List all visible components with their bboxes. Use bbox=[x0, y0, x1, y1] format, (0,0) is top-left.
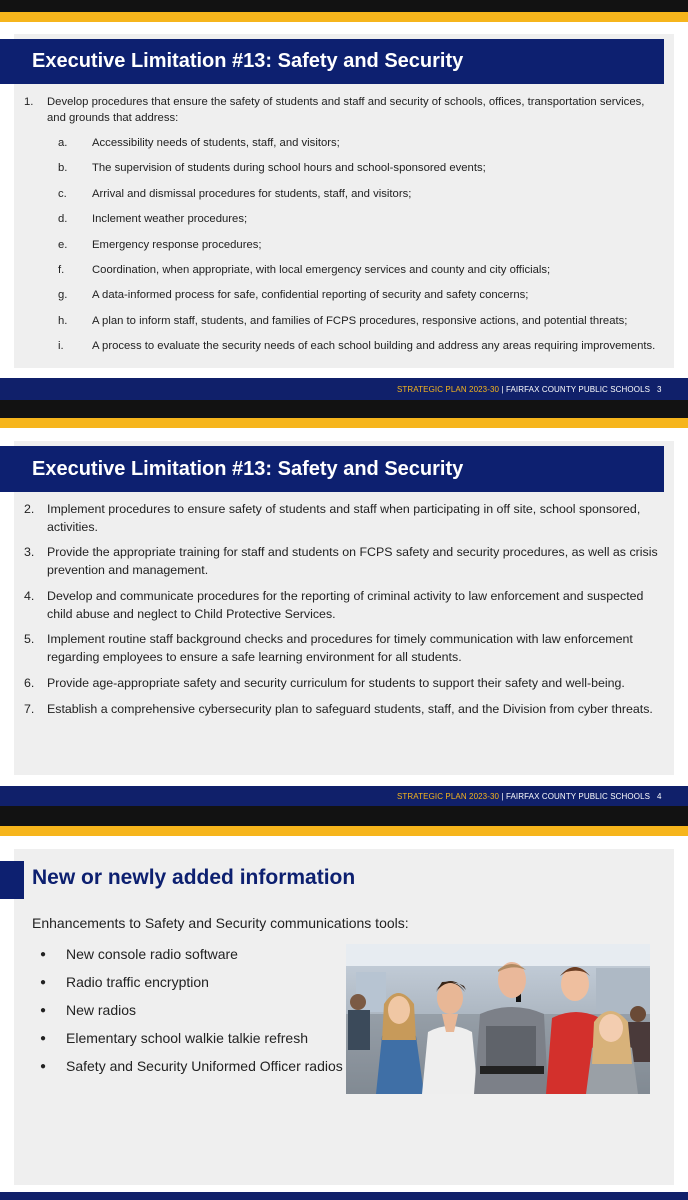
slide-4-footer bbox=[397, 792, 662, 801]
bullet-text: Radio traffic encryption bbox=[66, 974, 209, 990]
sub-item-letter: d. bbox=[58, 213, 68, 226]
sub-item-letter: g. bbox=[58, 289, 68, 302]
sub-item-text: Accessibility needs of students, staff, and visitors; bbox=[92, 137, 340, 149]
sub-item-text: Arrival and dismissal procedures for students, staff, and visitors; bbox=[92, 187, 412, 200]
sub-list-item bbox=[24, 262, 664, 287]
bullet-dot-icon: ● bbox=[40, 976, 47, 988]
list-item-number: 2. bbox=[24, 502, 35, 516]
divider-gold-bar bbox=[0, 418, 688, 428]
divider-black-bar bbox=[0, 400, 688, 418]
bullet-item bbox=[40, 940, 343, 968]
bullet-item bbox=[40, 1024, 343, 1052]
bullet-text: New console radio software bbox=[66, 946, 238, 962]
students-with-officer-photo bbox=[346, 944, 650, 1094]
list-item bbox=[24, 631, 664, 666]
top-black-bar bbox=[0, 0, 688, 12]
sub-item-text: A process to evaluate the security needs of each school building and address any areas requiring improvements. bbox=[92, 340, 656, 353]
bullet-dot-icon: ● bbox=[40, 1004, 47, 1016]
list-item bbox=[24, 544, 664, 579]
slide-4-title-text: Executive Limitation #13: Safety and Security bbox=[32, 457, 464, 480]
sub-item-letter: h. bbox=[58, 314, 68, 327]
sub-item-letter: f. bbox=[58, 263, 65, 276]
list-item-number: 1. bbox=[24, 96, 34, 108]
sub-item-text: Coordination, when appropriate, with local emergency services and county and city officials; bbox=[92, 263, 551, 276]
sub-list-item bbox=[24, 237, 664, 262]
footer-separator: | bbox=[501, 385, 504, 394]
list-item bbox=[24, 501, 664, 536]
footer-org-label: FAIRFAX COUNTY PUBLIC SCHOOLS bbox=[505, 792, 651, 801]
sub-list-item bbox=[24, 211, 664, 236]
slide-5-intro: Enhancements to Safety and Security communications tools: bbox=[32, 915, 409, 931]
list-item-text: Implement routine staff background checks and procedures for timely communication with law enforcement regarding employees to ensure a safe learning environment for all students. bbox=[47, 632, 633, 665]
list-item-text: Provide the appropriate training for staff and students on FCPS safety and security procedures, as well as crisis prevention and management. bbox=[47, 545, 658, 578]
photo-illustration bbox=[346, 944, 650, 1094]
sub-list bbox=[24, 135, 664, 364]
slide-3-title-text: Executive Limitation #13: Safety and Security bbox=[32, 50, 464, 72]
list-item-number: 6. bbox=[24, 675, 35, 690]
sub-list-item bbox=[24, 287, 664, 312]
bullet-item bbox=[40, 996, 343, 1024]
divider-black-bar bbox=[0, 806, 688, 826]
sub-list-item bbox=[24, 313, 664, 338]
bullet-dot-icon: ● bbox=[40, 1032, 47, 1044]
list-item-text: Provide age-appropriate safety and security curriculum for students to support their safety and well-being. bbox=[47, 675, 625, 690]
slide-4-list bbox=[24, 501, 664, 727]
sub-list-item bbox=[24, 135, 664, 160]
footer-plan-label: STRATEGIC PLAN 2023-30 bbox=[397, 792, 500, 801]
bullet-dot-icon: ● bbox=[40, 948, 47, 960]
slide-3-footer bbox=[397, 385, 662, 394]
slide-4-title bbox=[0, 446, 664, 492]
sub-item-text: A plan to inform staff, students, and families of FCPS procedures, responsive actions, and potential threats; bbox=[92, 314, 628, 327]
footer-plan-label: STRATEGIC PLAN 2023-30 bbox=[397, 385, 500, 394]
bottom-navy-bar bbox=[0, 1192, 688, 1200]
sub-item-text: The supervision of students during school hours and school-sponsored events; bbox=[92, 162, 486, 175]
list-item-text: Establish a comprehensive cybersecurity plan to safeguard students, staff, and the Division from cyber threats. bbox=[47, 701, 653, 716]
bullet-item bbox=[40, 968, 343, 996]
top-gold-bar bbox=[0, 12, 688, 22]
list-item bbox=[24, 701, 664, 719]
divider-gold-bar bbox=[0, 826, 688, 836]
footer-page-number: 3 bbox=[657, 385, 662, 394]
sub-item-text: Emergency response procedures; bbox=[92, 238, 262, 251]
sub-list-item bbox=[24, 186, 664, 211]
bullet-item bbox=[40, 1052, 343, 1080]
bullet-text: New radios bbox=[66, 1002, 137, 1018]
slide-3-list bbox=[24, 94, 664, 364]
sub-item-letter: i. bbox=[58, 340, 64, 353]
footer-separator: | bbox=[501, 792, 504, 801]
footer-page-number: 4 bbox=[657, 792, 662, 801]
sub-item-letter: c. bbox=[58, 187, 67, 200]
sub-item-letter: b. bbox=[58, 162, 68, 175]
list-item-text: Develop and communicate procedures for the reporting of criminal activity to law enforcement and suspected child abuse and neglect to Child Protective Services. bbox=[47, 588, 644, 621]
sub-item-text: Inclement weather procedures; bbox=[92, 213, 248, 226]
list-item-number: 7. bbox=[24, 701, 35, 716]
bullet-text: Elementary school walkie talkie refresh bbox=[66, 1030, 308, 1046]
sub-list-item bbox=[24, 160, 664, 185]
sub-list-item bbox=[24, 338, 664, 363]
list-item-text: Develop procedures that ensure the safety of students and staff and security of schools, offices, transportation services, and grounds that address: bbox=[47, 96, 645, 124]
list-item bbox=[24, 675, 664, 693]
list-item bbox=[24, 94, 664, 126]
list-item-text: Implement procedures to ensure safety of students and staff when participating in off site, school sponsored, activities. bbox=[47, 502, 641, 534]
list-item-number: 4. bbox=[24, 588, 35, 603]
footer-org-label: FAIRFAX COUNTY PUBLIC SCHOOLS bbox=[505, 385, 651, 394]
list-item-number: 5. bbox=[24, 632, 35, 647]
slide-5-title: New or newly added information bbox=[32, 866, 356, 889]
sub-item-letter: e. bbox=[58, 238, 68, 251]
title-accent-bar bbox=[0, 861, 24, 899]
bullet-dot-icon: ● bbox=[40, 1060, 47, 1072]
sub-item-text: A data-informed process for safe, confidential reporting of security and safety concerns; bbox=[92, 289, 529, 302]
bullet-text: Safety and Security Uniformed Officer radios bbox=[66, 1058, 343, 1074]
list-item bbox=[24, 588, 664, 623]
bullet-list bbox=[40, 940, 343, 1080]
list-item-number: 3. bbox=[24, 545, 35, 560]
slide-3-title bbox=[0, 39, 664, 84]
sub-item-letter: a. bbox=[58, 137, 68, 149]
